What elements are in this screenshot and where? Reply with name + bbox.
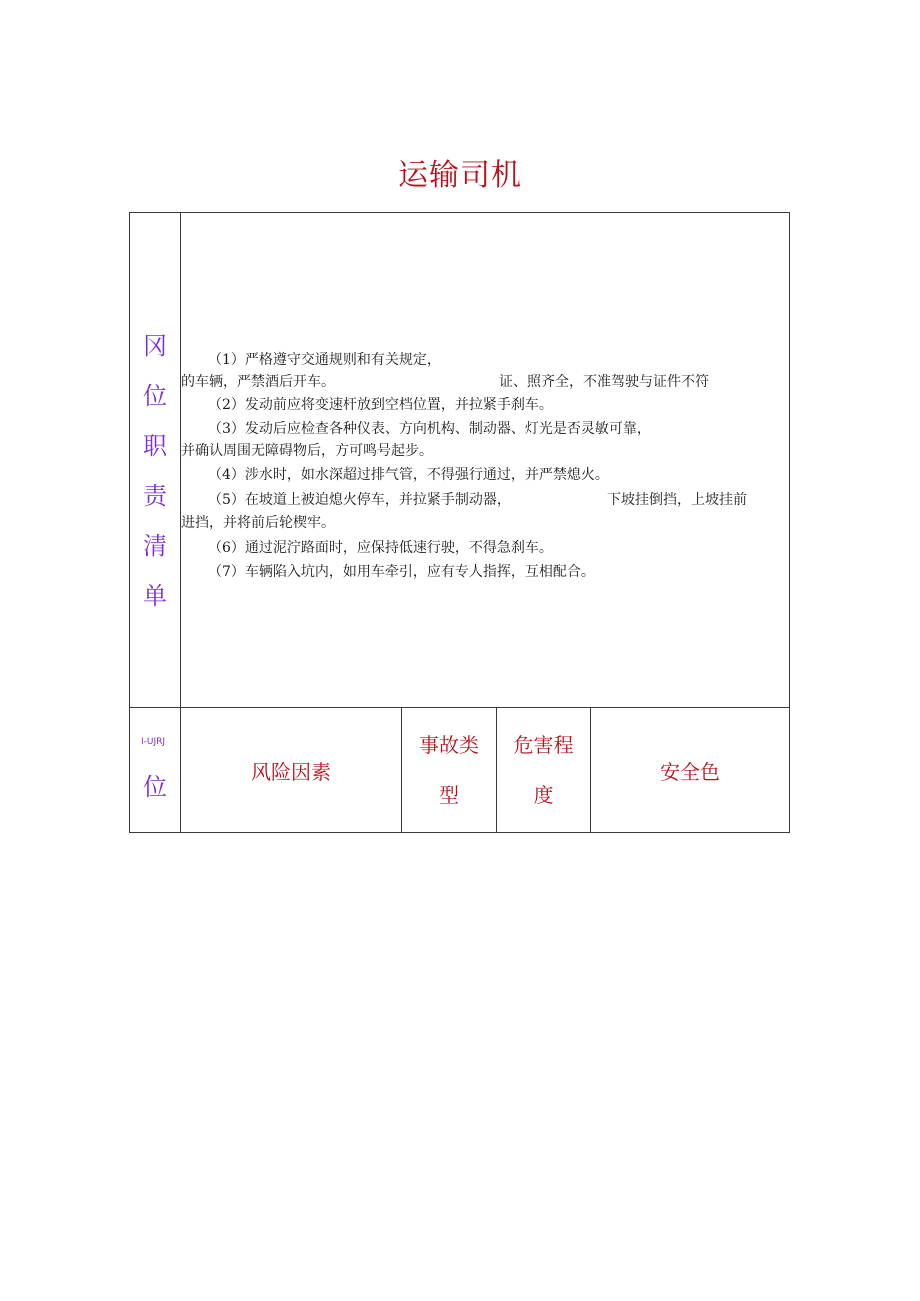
duty-label-char: 位 <box>143 382 167 410</box>
duty-label-char: 冈 <box>143 332 167 360</box>
duty-line: （4）涉水时，如水深超过排气管，不得强行通过，并严禁熄火。 <box>208 467 609 483</box>
duty-label-char: 责 <box>143 482 167 510</box>
risk-label-char: 位 <box>143 773 167 801</box>
duty-line: （6）通过泥泞路面时，应保持低速行驶，不得急刹车。 <box>208 540 553 556</box>
header-safety-color: 安全色 <box>660 760 720 784</box>
duty-line: 并确认周围无障碍物后，方可鸣号起步。 <box>181 443 433 459</box>
duty-section-label <box>130 321 180 621</box>
duty-line: 进挡，并将前后轮楔牢。 <box>181 515 335 531</box>
duty-line: （2）发动前应将变速杆放到空档位置，并拉紧手刹车。 <box>208 397 553 413</box>
header-accident-type-line2: 型 <box>439 783 459 807</box>
duty-line: 的车辆，严禁酒后开车。 <box>181 374 335 390</box>
risk-section-label <box>130 762 180 812</box>
duty-label-char: 单 <box>143 582 167 610</box>
duty-table <box>129 212 790 833</box>
section-divider <box>130 707 789 708</box>
duty-line: （7）车辆陷入坑内，如用车牵引，应有专人指挥，互相配合。 <box>208 564 595 580</box>
duty-line: （1）严格遵守交通规则和有关规定， <box>208 352 441 368</box>
header-harm-level-line2: 度 <box>533 783 554 807</box>
duty-line: （5）在坡道上被迫熄火停车，并拉紧手制动器， <box>208 492 511 508</box>
header-harm-level <box>497 731 590 809</box>
duty-line: （3）发动后应检查各种仪表、方向机构、制动器、灯光是否灵敏可靠， <box>208 421 651 437</box>
risk-small-label: I-UJRJ <box>141 737 166 747</box>
page-title: 运输司机 <box>398 158 522 193</box>
header-accident-type-line1: 事故类 <box>419 733 479 757</box>
duty-line: 下坡挂倒挡，上坡挂前 <box>607 492 747 508</box>
header-accident-type <box>402 731 496 809</box>
duty-label-char: 清 <box>143 532 167 560</box>
header-harm-level-line1: 危害程 <box>513 733 574 757</box>
duty-label-char: 职 <box>143 432 167 460</box>
duty-line: 证、照齐全，不准驾驶与证件不符 <box>499 374 709 390</box>
header-risk-factor: 风险因素 <box>251 760 331 784</box>
